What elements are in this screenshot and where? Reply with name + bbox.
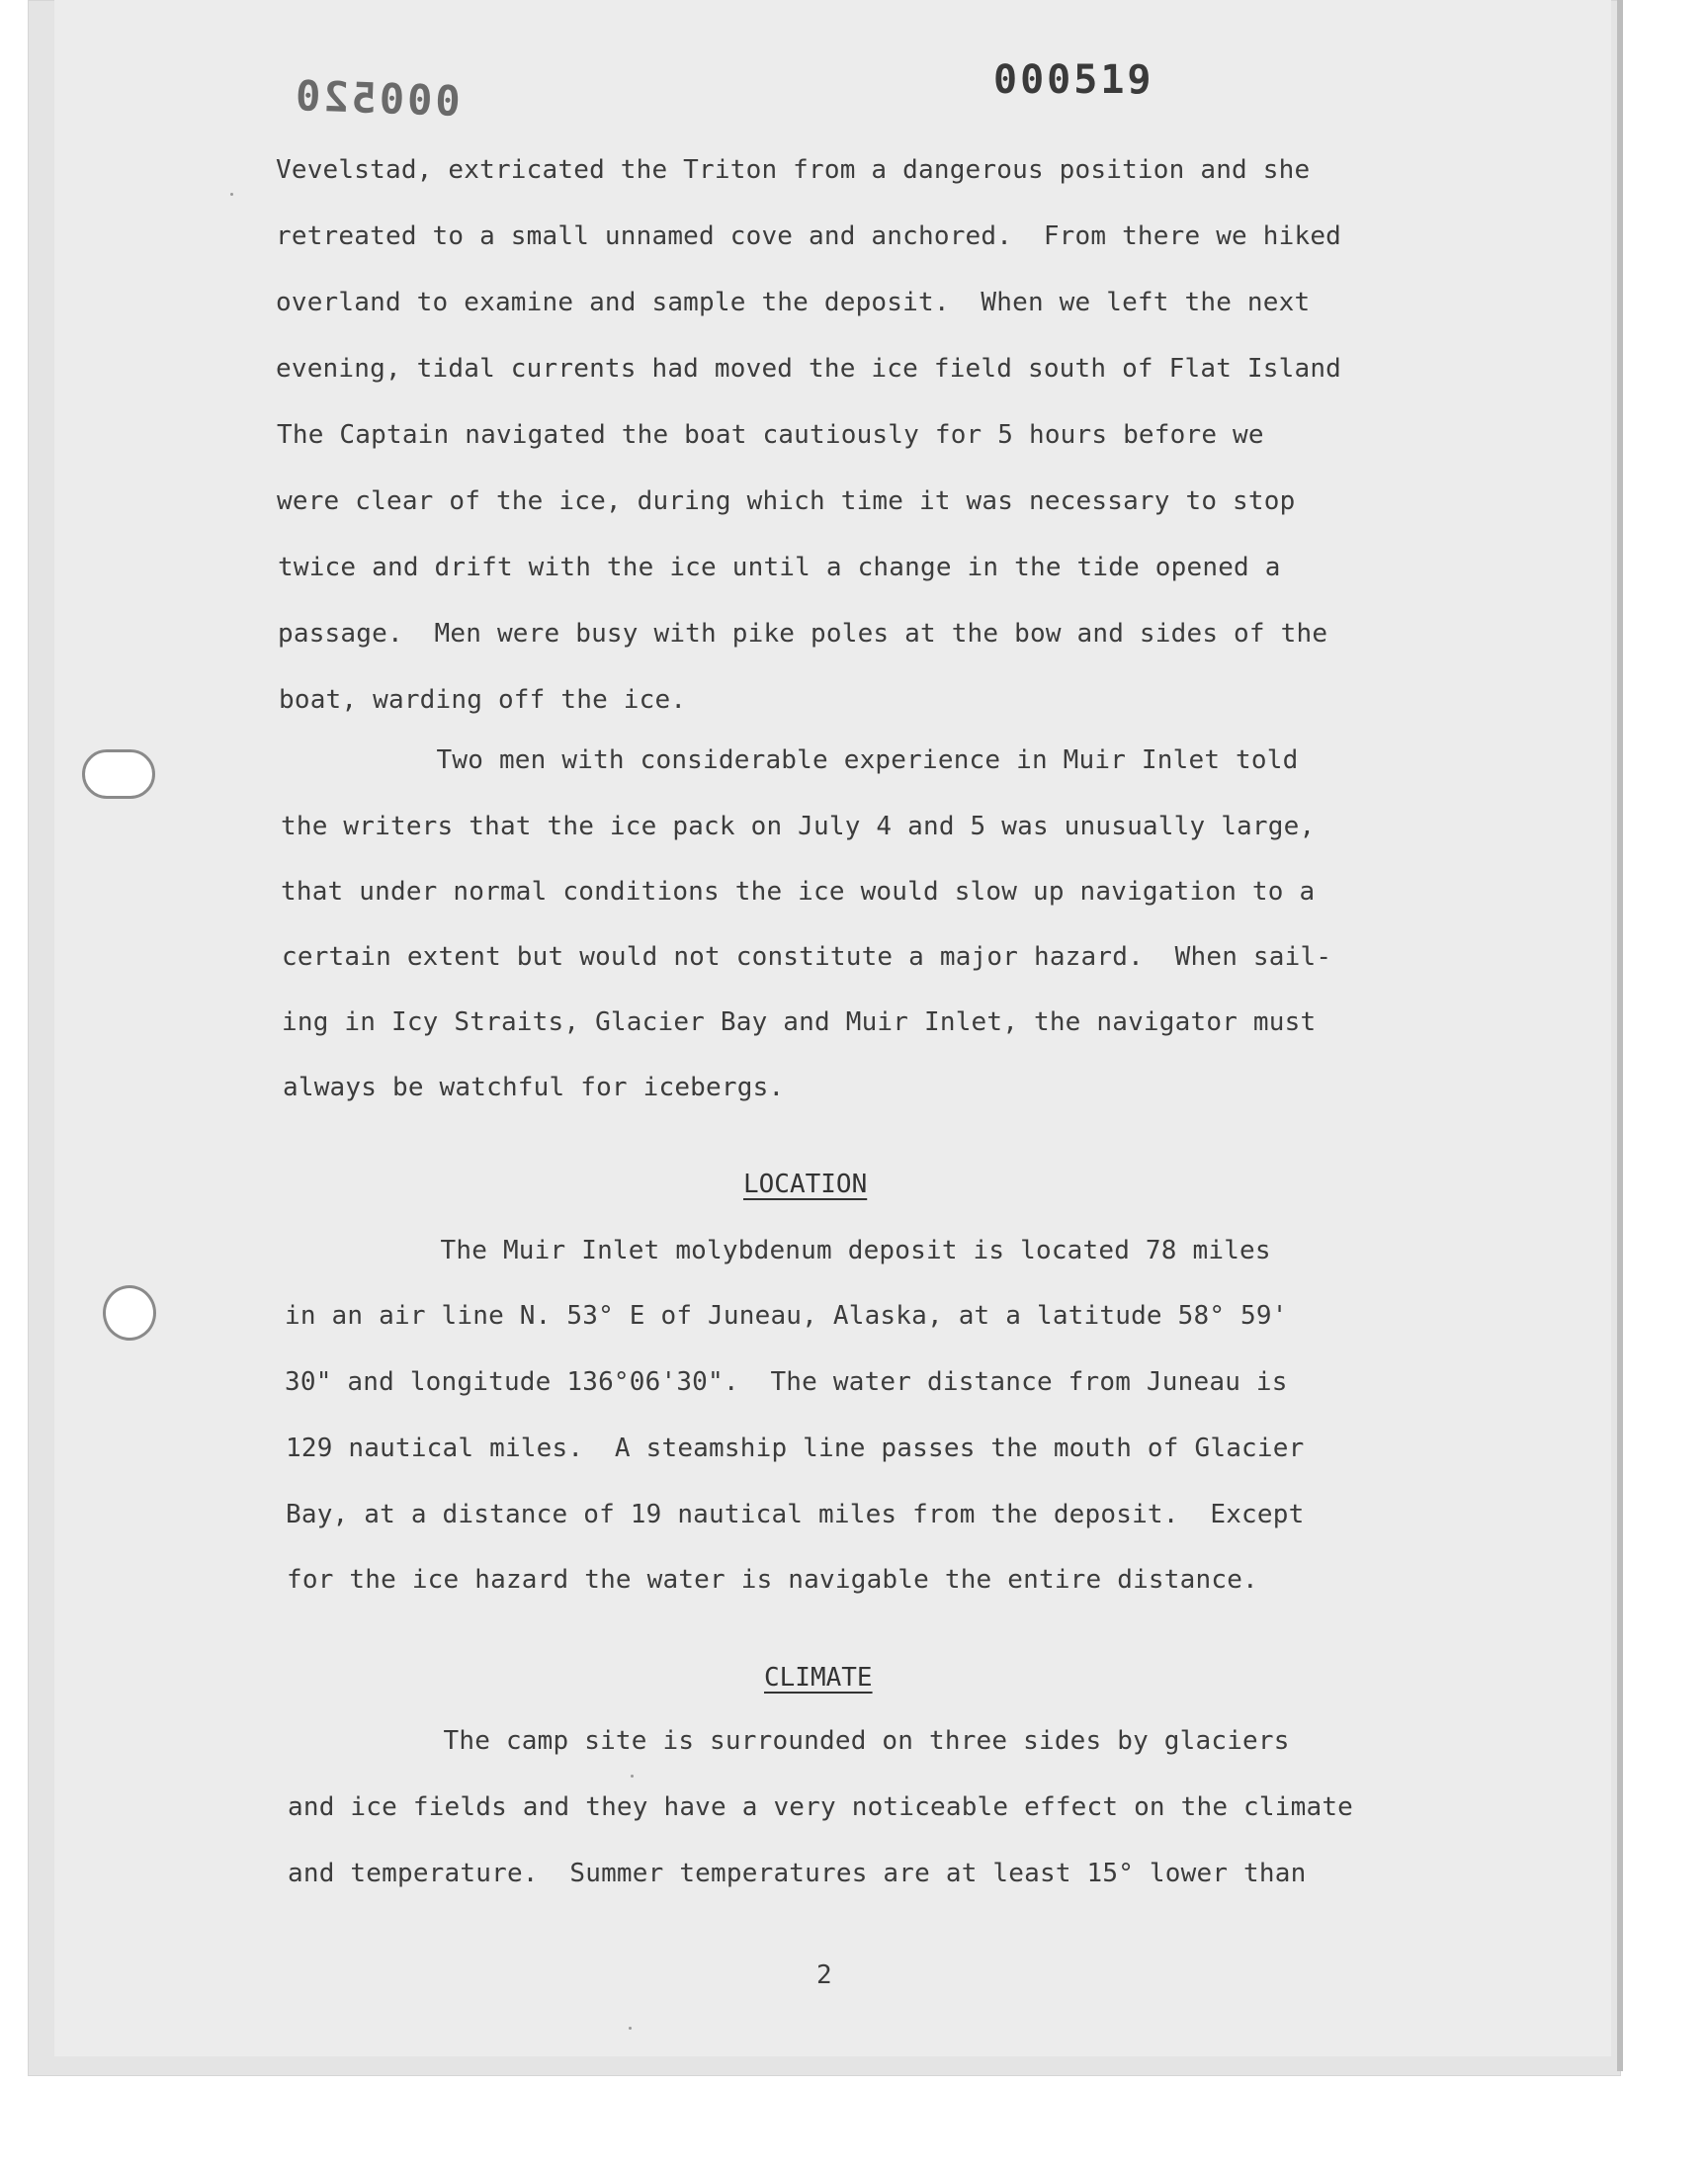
body-line: were clear of the ice, during which time it was necessary to stop xyxy=(277,486,1296,516)
body-line: overland to examine and sample the deposit. When we left the next xyxy=(276,288,1311,317)
body-line: 30" and longitude 136°06'30". The water distance from Juneau is xyxy=(285,1367,1288,1397)
body-line: in an air line N. 53° E of Juneau, Alaska, at a latitude 58° 59' xyxy=(285,1301,1288,1331)
punch-hole-round xyxy=(103,1285,156,1341)
document-number-stamp: 000519 xyxy=(993,57,1154,103)
body-line: evening, tidal currents had moved the ice field south of Flat Island xyxy=(276,354,1342,384)
body-line: passage. Men were busy with pike poles at the bow and sides of the xyxy=(278,619,1328,649)
mirrored-bleedthrough-stamp: 000520 xyxy=(292,71,462,126)
body-line: Vevelstad, extricated the Triton from a dangerous position and she xyxy=(276,155,1311,185)
punch-hole-oval xyxy=(82,749,155,799)
body-line: The camp site is surrounded on three sides by glaciers xyxy=(287,1726,1290,1756)
scan-speck xyxy=(629,2027,632,2030)
body-line: Two men with considerable experience in Muir Inlet told xyxy=(280,745,1299,775)
body-line: always be watchful for icebergs. xyxy=(283,1073,785,1102)
body-line: boat, warding off the ice. xyxy=(279,685,687,715)
body-line: The Captain navigated the boat cautiously for 5 hours before we xyxy=(277,420,1264,450)
body-line: for the ice hazard the water is navigable the entire distance. xyxy=(287,1565,1258,1595)
body-line: certain extent but would not constitute a major hazard. When sail- xyxy=(282,942,1332,972)
body-line: ing in Icy Straits, Glacier Bay and Muir Inlet, the navigator must xyxy=(282,1007,1317,1037)
body-line: and temperature. Summer temperatures are at least 15° lower than xyxy=(288,1859,1307,1888)
section-heading-climate: CLIMATE xyxy=(764,1663,873,1693)
scan-speck xyxy=(631,1775,634,1778)
body-line: retreated to a small unnamed cove and anchored. From there we hiked xyxy=(276,221,1342,251)
body-line: 129 nautical miles. A steamship line passes the mouth of Glacier xyxy=(286,1434,1305,1463)
scan-speck xyxy=(230,193,233,196)
body-line: twice and drift with the ice until a change in the tide opened a xyxy=(278,553,1281,582)
body-line: Bay, at a distance of 19 nautical miles from the deposit. Except xyxy=(286,1500,1305,1529)
body-line: The Muir Inlet molybdenum deposit is located 78 miles xyxy=(284,1236,1271,1265)
page-edge-shadow xyxy=(1617,0,1623,2071)
page-number: 2 xyxy=(816,1960,832,1990)
section-heading-location: LOCATION xyxy=(743,1170,868,1199)
body-line: and ice fields and they have a very noticeable effect on the climate xyxy=(288,1792,1354,1822)
body-line: that under normal conditions the ice would slow up navigation to a xyxy=(281,877,1316,907)
body-line: the writers that the ice pack on July 4 and 5 was unusually large, xyxy=(281,812,1316,841)
